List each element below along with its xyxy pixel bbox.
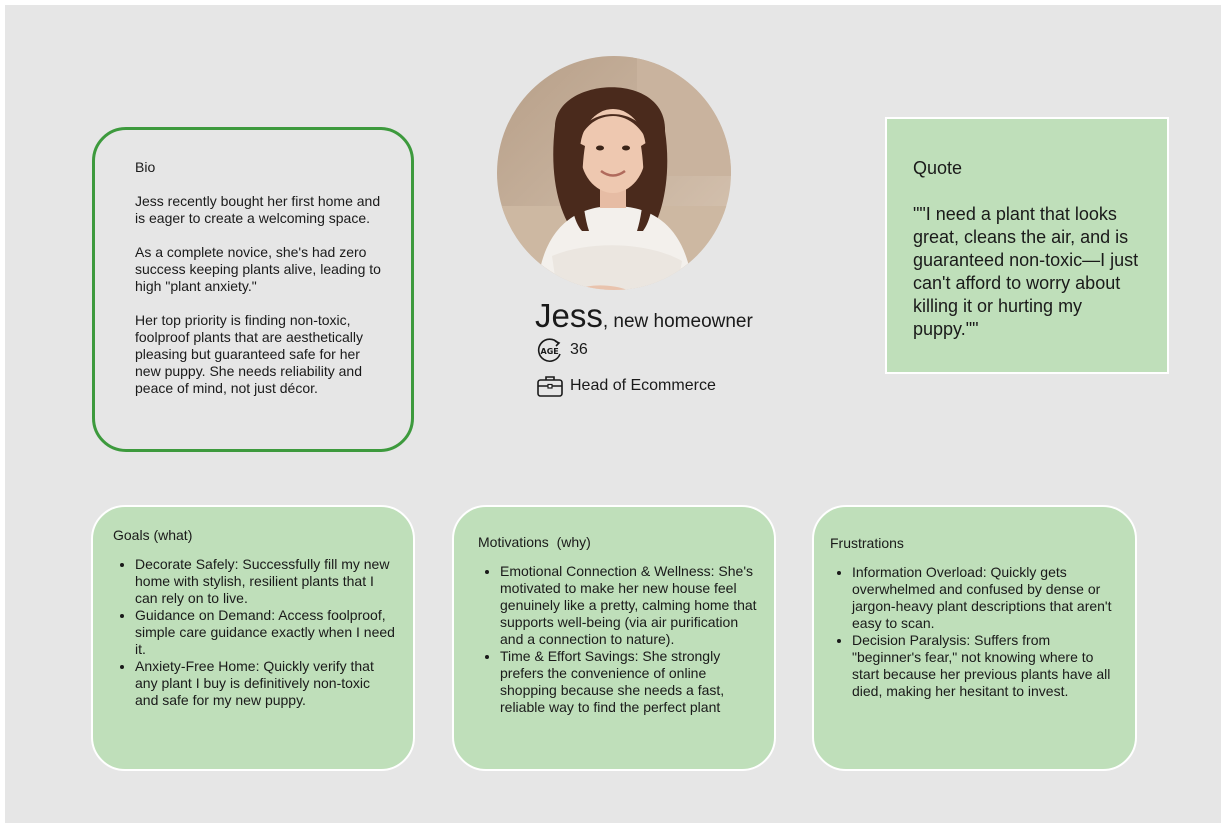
bio-title: Bio xyxy=(135,159,156,175)
persona-name-line xyxy=(535,296,753,336)
age-icon xyxy=(536,337,564,363)
list-item: • Decision Paralysis: Suffers from "beginner's fear," not knowing where to start because her previous plants have all died, making her hesitant to invest. xyxy=(852,632,1123,700)
age-row xyxy=(536,337,588,363)
frustrations-title: Frustrations xyxy=(830,535,904,551)
bio-paragraph: As a complete novice, she's had zero success keeping plants alive, leading to high "plant anxiety." xyxy=(135,244,381,294)
quote-text: ""I need a plant that looks great, cleans the air, and is guaranteed non-toxic—I just can't afford to worry about killing it or hurting my puppy."" xyxy=(913,204,1139,339)
bio-paragraph: Jess recently bought her first home and is eager to create a welcoming space. xyxy=(135,193,381,226)
job-row xyxy=(536,373,716,399)
list-item: • Time & Effort Savings: She strongly prefers the convenience of online shopping because she needs a fast, reliable way to find the perfect plant xyxy=(500,648,762,716)
motivations-list xyxy=(478,563,762,716)
motivations-title: Motivations (why) xyxy=(478,534,591,550)
frustrations-card xyxy=(812,505,1137,771)
age-value: 36 xyxy=(570,341,588,358)
bio-paragraph: Her top priority is finding non-toxic, foolproof plants that are aesthetically pleasing but guaranteed safe for her new puppy. She needs reliability and peace of mind, not just décor. xyxy=(135,312,364,396)
briefcase-icon xyxy=(536,373,564,399)
persona-role: , new homeowner xyxy=(602,311,753,332)
quote-card xyxy=(885,117,1169,374)
frustrations-list xyxy=(830,564,1123,700)
quote-title: Quote xyxy=(913,158,963,178)
persona-name: Jess xyxy=(535,297,603,334)
bio-card xyxy=(92,127,414,452)
svg-text:AGE: AGE xyxy=(540,347,559,356)
list-item: • Anxiety-Free Home: Quickly verify that any plant I buy is definitively non-toxic and safe for my new puppy. xyxy=(135,658,397,709)
profile-photo xyxy=(497,56,731,290)
profile-photo-illustration xyxy=(497,56,731,290)
job-title: Head of Ecommerce xyxy=(570,377,716,394)
goals-title: Goals (what) xyxy=(113,527,193,543)
list-item: • Decorate Safely: Successfully fill my new home with stylish, resilient plants that I can rely on to live. xyxy=(135,556,397,607)
motivations-card xyxy=(452,505,776,771)
goals-list xyxy=(113,556,397,709)
list-item: • Information Overload: Quickly gets overwhelmed and confused by dense or jargon-heavy plant descriptions that aren't easy to scan. xyxy=(852,564,1123,632)
goals-card xyxy=(91,505,415,771)
list-item: • Emotional Connection & Wellness: She's motivated to make her new house feel genuinely like a pretty, calming home that supports well-being (via air purification and a connection to nature). xyxy=(500,563,762,648)
list-item: • Guidance on Demand: Access foolproof, simple care guidance exactly when I need it. xyxy=(135,607,397,658)
